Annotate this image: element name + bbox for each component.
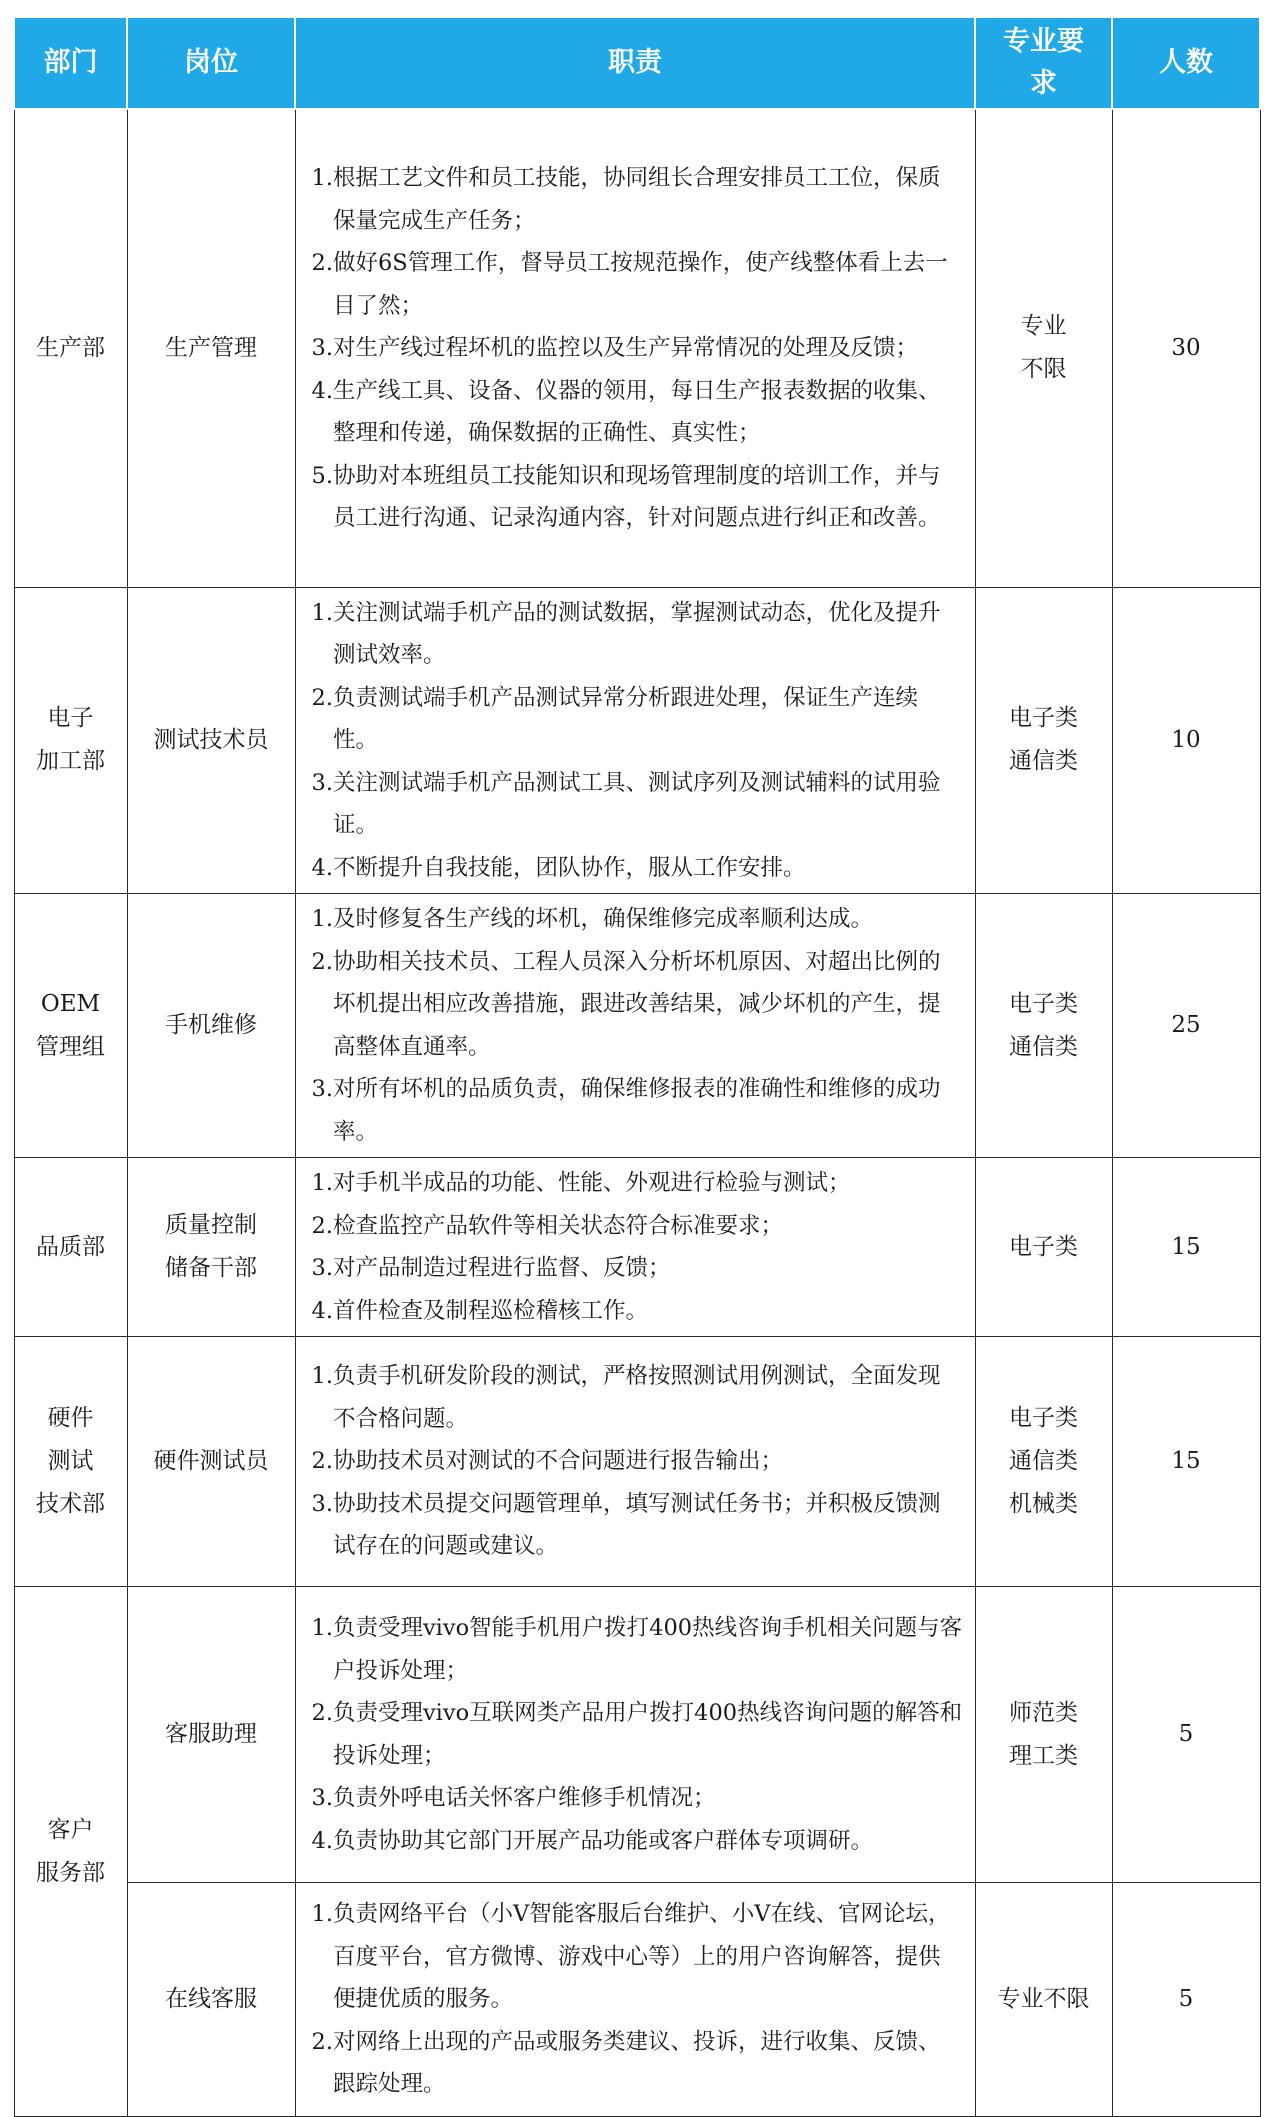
duty-item: 1. 负责手机研发阶段的测试，严格按照测试用例测试，全面发现不合格问题。 bbox=[311, 1363, 941, 1432]
table-row bbox=[14, 1883, 1260, 2117]
duties-cell bbox=[295, 1587, 975, 1883]
table-row bbox=[14, 587, 1260, 894]
duty-list bbox=[312, 898, 963, 1153]
recruitment-table-sheet bbox=[13, 16, 1261, 2117]
count-cell: 5 bbox=[1112, 1883, 1260, 2117]
duty-item: 3. 对所有坏机的品质负责，确保维修报表的准确性和维修的成功率。 bbox=[311, 1076, 941, 1145]
table-header-row bbox=[14, 17, 1260, 109]
duty-item: 4. 不断提升自我技能，团队协作，服从工作安排。 bbox=[311, 854, 806, 881]
duty-item: 2. 负责受理vivo互联网类产品用户拨打400热线咨询问题的解答和投诉处理； bbox=[311, 1700, 963, 1769]
duties-cell bbox=[295, 894, 975, 1158]
duty-item: 3. 对产品制造过程进行监督、反馈； bbox=[311, 1255, 671, 1281]
duty-item: 1. 根据工艺文件和员工技能，协同组长合理安排员工工位，保质保量完成生产任务； bbox=[311, 165, 941, 234]
position-cell: 客服助理 bbox=[127, 1587, 295, 1883]
duty-item: 2. 对网络上出现的产品或服务类建议、投诉，进行收集、反馈、跟踪处理。 bbox=[311, 2028, 941, 2098]
major-cell: 电子类 通信类 bbox=[975, 894, 1112, 1158]
duty-item: 1. 负责受理vivo智能手机用户拨打400热线咨询手机相关问题与客户投诉处理； bbox=[311, 1615, 963, 1684]
table-row bbox=[14, 1337, 1260, 1587]
position-cell: 硬件测试员 bbox=[127, 1337, 295, 1587]
major-cell: 专业 不限 bbox=[975, 109, 1112, 587]
count-cell: 25 bbox=[1112, 894, 1260, 1158]
major-cell: 师范类 理工类 bbox=[975, 1587, 1112, 1883]
duties-cell bbox=[295, 109, 975, 587]
duty-list bbox=[312, 592, 963, 890]
duty-item: 2. 协助相关技术员、工程人员深入分析坏机原因、对超出比例的坏机提出相应改善措施，跟进改善结果，减少坏机的产生，提高整体直通率。 bbox=[311, 948, 941, 1060]
table-row bbox=[14, 1587, 1260, 1883]
table-row bbox=[14, 109, 1260, 587]
major-cell: 电子类 bbox=[975, 1158, 1112, 1337]
department-cell: OEM 管理组 bbox=[14, 894, 127, 1158]
major-cell: 电子类 通信类 bbox=[975, 587, 1112, 894]
header-duties: 职责 bbox=[295, 17, 975, 109]
count-cell: 15 bbox=[1112, 1158, 1260, 1337]
position-cell: 质量控制 储备干部 bbox=[127, 1158, 295, 1337]
duties-cell bbox=[295, 1883, 975, 2117]
duty-list bbox=[312, 1355, 963, 1568]
count-cell: 30 bbox=[1112, 109, 1260, 587]
duty-list bbox=[312, 157, 963, 540]
department-cell: 电子 加工部 bbox=[14, 587, 127, 894]
duty-item: 1. 负责网络平台（小V智能客服后台维护、小V在线、官网论坛，百度平台，官方微博、游戏中心等）上的用户咨询解答，提供便捷优质的服务。 bbox=[311, 1901, 951, 2013]
duty-item: 2. 检查监控产品软件等相关状态符合标准要求； bbox=[311, 1212, 783, 1239]
header-major: 专业要 求 bbox=[975, 17, 1112, 109]
duty-item: 3. 关注测试端手机产品测试工具、测试序列及测试辅料的试用验证。 bbox=[311, 769, 941, 838]
position-cell: 生产管理 bbox=[127, 109, 295, 587]
duty-item: 1. 及时修复各生产线的坏机，确保维修完成率顺利达成。 bbox=[311, 906, 873, 932]
duty-item: 1. 对手机半成品的功能、性能、外观进行检验与测试； bbox=[311, 1170, 851, 1196]
count-cell: 5 bbox=[1112, 1587, 1260, 1883]
duty-item: 2. 做好6S管理工作，督导员工按规范操作，使产线整体看上去一目了然； bbox=[311, 250, 948, 319]
department-cell: 硬件 测试 技术部 bbox=[14, 1337, 127, 1587]
duty-item: 2. 负责测试端手机产品测试异常分析跟进处理，保证生产连续性。 bbox=[311, 684, 918, 753]
duty-item: 2. 协助技术员对测试的不合问题进行报告输出； bbox=[311, 1448, 783, 1475]
duties-cell bbox=[295, 1158, 975, 1337]
duty-item: 5. 协助对本班组员工技能知识和现场管理制度的培训工作，并与员工进行沟通、记录沟通内容，针对问题点进行纠正和改善。 bbox=[311, 462, 941, 531]
duty-item: 3. 对生产线过程坏机的监控以及生产异常情况的处理及反馈； bbox=[311, 335, 918, 361]
position-cell: 在线客服 bbox=[127, 1883, 295, 2117]
duty-item: 4. 负责协助其它部门开展产品功能或客户群体专项调研。 bbox=[311, 1827, 873, 1854]
duty-item: 3. 负责外呼电话关怀客户维修手机情况； bbox=[311, 1785, 716, 1811]
header-count: 人数 bbox=[1112, 17, 1260, 109]
department-cell: 客户 服务部 bbox=[14, 1587, 127, 2117]
duties-cell bbox=[295, 587, 975, 894]
count-cell: 15 bbox=[1112, 1337, 1260, 1587]
duties-cell bbox=[295, 1337, 975, 1587]
header-department: 部门 bbox=[14, 17, 127, 109]
duty-list bbox=[312, 1893, 963, 2106]
major-cell: 专业不限 bbox=[975, 1883, 1112, 2117]
department-cell: 品质部 bbox=[14, 1158, 127, 1337]
duty-list bbox=[312, 1162, 963, 1332]
duty-item: 4. 首件检查及制程巡检稽核工作。 bbox=[311, 1297, 648, 1324]
duty-item: 1. 关注测试端手机产品的测试数据，掌握测试动态，优化及提升测试效率。 bbox=[311, 599, 941, 668]
duty-list bbox=[312, 1607, 963, 1862]
department-cell: 生产部 bbox=[14, 109, 127, 587]
header-position: 岗位 bbox=[127, 17, 295, 109]
duty-item: 4. 生产线工具、设备、仪器的领用，每日生产报表数据的收集、整理和传递，确保数据的正确性、真实性； bbox=[311, 377, 941, 446]
position-cell: 测试技术员 bbox=[127, 587, 295, 894]
major-cell: 电子类 通信类 机械类 bbox=[975, 1337, 1112, 1587]
duty-item: 3. 协助技术员提交问题管理单，填写测试任务书；并积极反馈测试存在的问题或建议。 bbox=[311, 1490, 941, 1560]
recruitment-table bbox=[13, 16, 1261, 2117]
count-cell: 10 bbox=[1112, 587, 1260, 894]
table-row bbox=[14, 894, 1260, 1158]
position-cell: 手机维修 bbox=[127, 894, 295, 1158]
table-row bbox=[14, 1158, 1260, 1337]
